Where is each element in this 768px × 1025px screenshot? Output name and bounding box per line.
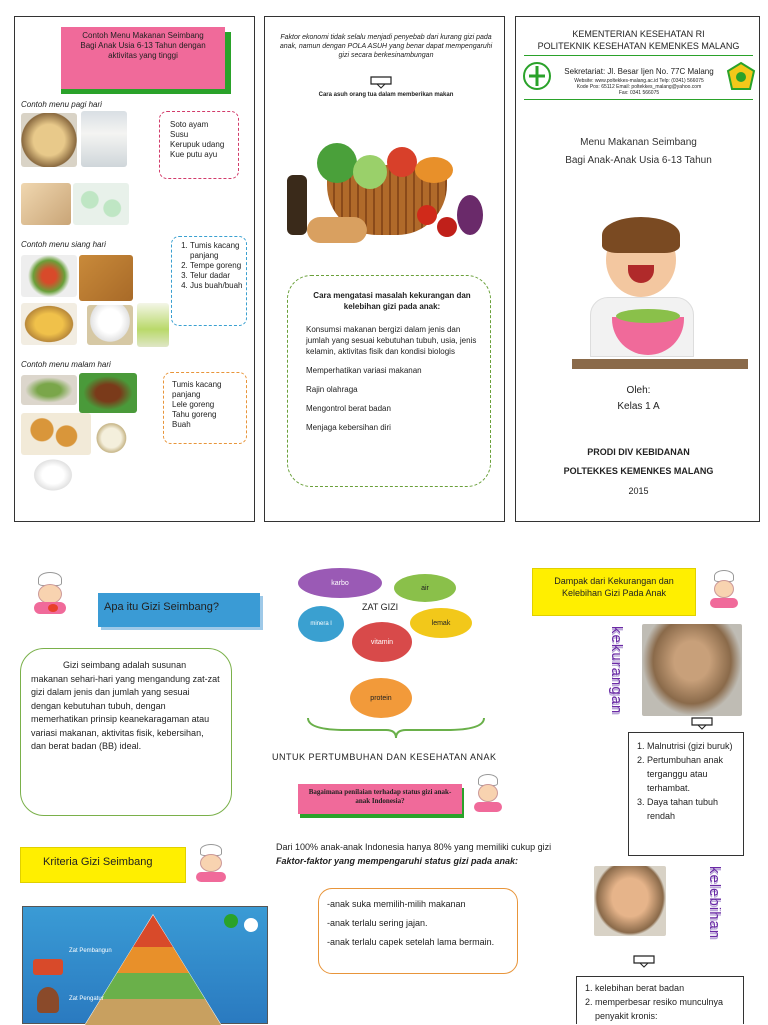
poltekkes-logo-icon (726, 61, 756, 91)
caption: Cara asuh orang tua dalam memberikan makan (318, 92, 454, 98)
kacang-photo (21, 375, 77, 405)
statistic-text: Dari 100% anak-anak Indonesia hanya 80% yang memiliki cukup gizi (276, 842, 552, 852)
pyramid-icon (83, 913, 223, 1025)
zat-gizi-label: ZAT GIZI (362, 602, 399, 612)
solution-title: Cara mengatasi masalah kekurangan dan kelebihan gizi pada anak: (313, 291, 471, 311)
malam-item: Buah (172, 420, 191, 429)
solution-point: Memperhatikan variasi makanan (306, 366, 422, 375)
telur-photo (21, 303, 77, 345)
cover-title-1: Menu Makanan Seimbang (580, 137, 697, 148)
bubble-air: air (394, 574, 456, 602)
solution-box (287, 275, 491, 487)
lele-photo (79, 373, 137, 413)
panel-parenting (264, 16, 505, 522)
bubble-lemak: lemak (410, 608, 472, 638)
malam-item: Lele goreng (172, 400, 215, 409)
panel-cover (515, 16, 760, 522)
solution-point: Rajin olahraga (306, 385, 358, 394)
pagi-item: Kerupuk udang (170, 140, 225, 149)
factor-item: -anak terlalu sering jajan. (327, 918, 428, 928)
child-eating-photo (572, 213, 748, 369)
pagi-item: Kue putu ayu (170, 150, 218, 159)
rice-photo (87, 305, 133, 345)
solution-point: Menjaga kebersihan diri (306, 423, 391, 432)
malam-menu-box (163, 372, 247, 444)
kelas-label: Kelas 1 A (617, 401, 660, 412)
fax: Fax: 0341 566075 (618, 90, 660, 96)
logo-icon (243, 917, 259, 933)
girl-icon (37, 987, 59, 1013)
bubble-vitamin: vitamin (352, 622, 412, 662)
question-box: Bagaimana penilaian terhadap status gizi anak-anak Indonesia? (298, 784, 462, 814)
panel-nutrients (268, 560, 552, 1024)
institution-line-1: KEMENTERIAN KESEHATAN RI (572, 29, 705, 39)
truck-icon (33, 959, 63, 975)
chef-mascot-icon (704, 570, 744, 612)
food-pyramid-poster (22, 906, 268, 1024)
malnourished-child-photo (642, 624, 742, 716)
kekurangan-box (628, 732, 744, 856)
rice-dinner-photo (31, 457, 75, 493)
kekurangan-item: 2. Pertumbuhan anak terganggu atau terhambat. (647, 753, 739, 795)
kekurangan-label: kekurangan (608, 626, 625, 715)
logo-icon (223, 913, 239, 929)
pagi-menu-box (159, 111, 239, 179)
kerupuk-photo (21, 183, 71, 225)
kelebihan-label: kelebihan (706, 866, 723, 940)
kelebihan-item: 1. kelebihan berat badan (595, 981, 739, 995)
apple-photo (93, 421, 139, 455)
siang-item: 1. Tumis kacang panjang (190, 241, 244, 261)
chef-mascot-icon (468, 774, 508, 816)
pyramid-label-pembangun: Zat Pembangun (69, 948, 112, 954)
panel-definition (14, 560, 262, 1024)
tumis-photo (21, 255, 77, 297)
menu-title: Contoh Menu Makanan Seimbang Bagi Anak Usia 6-13 Tahun dengan aktivitas yang tinggi (61, 27, 225, 89)
arrow-down-icon (632, 954, 656, 968)
siang-label: Contoh menu siang hari (21, 240, 106, 249)
definition-box: Gizi seimbang adalah susunan makanan sehari-hari yang mengandung zat-zat gizi dalam jenis dan jumlah yang sesuai dengan kebutuhan tubuh, dengan memerhatikan prinsip keanekaragaman atau variasi makanan, aktivitas fisik, kebersihan, dan berat badan (BB) ideal. (20, 648, 232, 816)
arrow-down-icon (369, 75, 393, 89)
website: Website: www.poltekkes-malang.ac.id Telp: (0341) 566075 (574, 78, 704, 84)
factors-title: Faktor-faktor yang mempengaruhi status gizi pada anak: (276, 856, 519, 866)
gizi-heading: Apa itu Gizi Seimbang? (98, 593, 260, 627)
factor-item: -anak terlalu capek setelah lama bermain. (327, 937, 495, 947)
intro-text: Faktor ekonomi tidak selalu menjadi penyebab dari kurang gizi pada anak, namun dengan POLA ASUH yang benar dapat mempengaruhi gizi secara berkesinambungan (279, 34, 493, 59)
bubble-protein: protein (350, 678, 412, 718)
kemenkes-logo-icon (522, 61, 552, 91)
institution-line-2: POLITEKNIK KESEHATAN KEMENKES MALANG (537, 41, 740, 51)
siang-menu-box (171, 236, 247, 326)
purpose-text: UNTUK PERTUMBUHAN DAN KESEHATAN ANAK (272, 752, 497, 762)
brace-icon (306, 716, 486, 740)
siang-item: 4. Jus buah/buah (190, 281, 244, 291)
bubble-mineral: minera l (298, 606, 344, 642)
address: Sekretariat: Jl. Besar Ijen No. 77C Malang (564, 67, 714, 76)
poltekkes-label: POLTEKKES KEMENKES MALANG (563, 466, 714, 476)
bubble-karbo: karbo (298, 568, 382, 598)
tempe-photo (79, 255, 133, 301)
malam-item: Tahu goreng (172, 410, 217, 419)
header-rule (524, 55, 753, 56)
siang-item: 2. Tempe goreng (190, 261, 244, 271)
soto-photo (21, 113, 77, 167)
panel-menu-examples (14, 16, 255, 522)
kelebihan-item: 2. memperbesar resiko munculnya penyakit kronis: (595, 995, 739, 1023)
kekurangan-item: 1. Malnutrisi (gizi buruk) (647, 739, 739, 753)
pagi-label: Contoh menu pagi hari (21, 100, 102, 109)
pagi-item: Susu (170, 130, 189, 139)
solution-point: Mengontrol berat badan (306, 404, 391, 413)
cover-title-2: Bagi Anak-Anak Usia 6-13 Tahun (565, 155, 712, 166)
kriteria-heading: Kriteria Gizi Seimbang (20, 847, 186, 883)
impact-heading: Dampak dari Kekurangan dan Kelebihan Gizi Pada Anak (532, 568, 696, 616)
factors-box (318, 888, 518, 974)
siang-item: 3. Telur dadar (190, 271, 244, 281)
prodi-label: PRODI DIV KEBIDANAN (587, 447, 690, 457)
vegetable-basket-photo (287, 135, 485, 253)
kodepos: Kode Pos: 65112 Email: poltekkes_malang@yahoo.com (576, 84, 702, 90)
kekurangan-item: 3. Daya tahan tubuh rendah (647, 795, 739, 823)
pagi-item: Soto ayam (170, 120, 209, 129)
chef-mascot-icon (30, 572, 70, 614)
year-label: 2015 (628, 486, 649, 496)
juice-photo (137, 303, 169, 347)
panel-impact (524, 560, 768, 1024)
chef-mascot-icon (190, 844, 230, 886)
malam-item: Tumis kacang panjang (172, 380, 222, 399)
pyramid-label-pengatur: Zat Pengatur (69, 996, 104, 1002)
oleh-label: Oleh: (626, 385, 651, 396)
tahu-photo (21, 413, 91, 455)
malam-label: Contoh menu malam hari (21, 360, 111, 369)
obese-child-photo (594, 866, 666, 936)
header-rule-2 (524, 99, 753, 100)
milk-photo (81, 111, 127, 167)
factor-item: -anak suka memilih-milih makanan (327, 899, 466, 909)
kelebihan-box (576, 976, 744, 1024)
kue-putu-photo (73, 183, 129, 225)
solution-point: Konsumsi makanan bergizi dalam jenis dan jumlah yang sesuai kebutuhan tubuh, usia, jenis kelamin, aktivitas fisik dan kondisi biologis (306, 325, 477, 356)
arrow-down-icon (690, 716, 714, 730)
